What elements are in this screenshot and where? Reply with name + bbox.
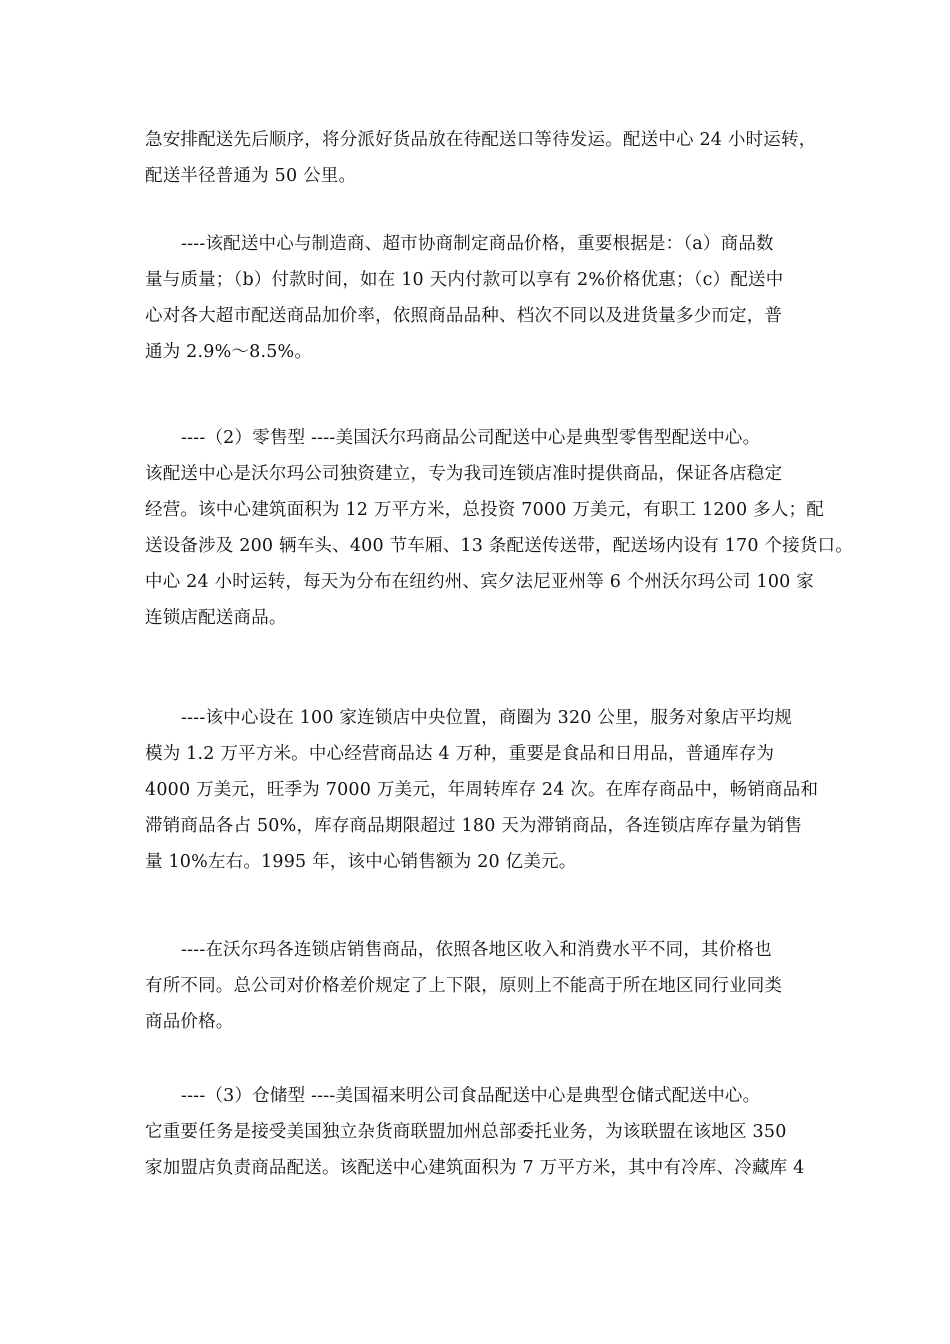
text-line: 量 10%左右。1995 年，该中心销售额为 20 亿美元。 bbox=[145, 852, 577, 872]
text-line: 心对各大超市配送商品加价率，依照商品品种、档次不同以及进货量多少而定，普 bbox=[145, 306, 783, 326]
text-line: 家加盟店负责商品配送。该配送中心建筑面积为 7 万平方米，其中有冷库、冷藏库 4 bbox=[145, 1158, 805, 1178]
paragraph-4 bbox=[145, 700, 865, 880]
paragraph-1 bbox=[145, 122, 865, 194]
paragraph-2 bbox=[145, 226, 865, 370]
text-line: 中心 24 小时运转，每天为分布在纽约州、宾夕法尼亚州等 6 个州沃尔玛公司 100 家 bbox=[145, 572, 814, 592]
text-line: 滞销商品各占 50%，库存商品期限超过 180 天为滞销商品，各连锁店库存量为销售 bbox=[145, 816, 803, 836]
text-line: 连锁店配送商品。 bbox=[145, 608, 287, 628]
text-line: 配送半径普通为 50 公里。 bbox=[145, 166, 357, 186]
paragraph-3 bbox=[145, 420, 865, 636]
text-line: 4000 万美元，旺季为 7000 万美元，年周转库存 24 次。在库存商品中，畅销商品和 bbox=[145, 780, 819, 800]
text-line: 通为 2.9%～8.5%。 bbox=[145, 342, 313, 362]
paragraph-5 bbox=[145, 932, 865, 1040]
text-line: 它重要任务是接受美国独立杂货商联盟加州总部委托业务，为该联盟在该地区 350 bbox=[145, 1122, 787, 1142]
text-line: 模为 1.2 万平方米。中心经营商品达 4 万种，重要是食品和日用品，普通库存为 bbox=[145, 744, 775, 764]
text-line: 量与质量；（b）付款时间，如在 10 天内付款可以享有 2%价格优惠；（c）配送中 bbox=[145, 270, 784, 290]
paragraph-6 bbox=[145, 1078, 865, 1186]
text-line: ----该中心设在 100 家连锁店中央位置，商圈为 320 公里，服务对象店平均规 bbox=[181, 708, 793, 728]
text-line: ----（2）零售型 ----美国沃尔玛商品公司配送中心是典型零售型配送中心。 bbox=[181, 428, 761, 448]
text-line: ----在沃尔玛各连锁店销售商品，依照各地区收入和消费水平不同，其价格也 bbox=[181, 940, 772, 960]
text-line: 有所不同。总公司对价格差价规定了上下限，原则上不能高于所在地区同行业同类 bbox=[145, 976, 783, 996]
text-line: ----该配送中心与制造商、超市协商制定商品价格，重要根据是：（a）商品数 bbox=[181, 234, 774, 254]
text-line: 商品价格。 bbox=[145, 1012, 234, 1032]
text-line: 该配送中心是沃尔玛公司独资建立，专为我司连锁店准时提供商品，保证各店稳定 bbox=[145, 464, 783, 484]
text-line: 送设备涉及 200 辆车头、400 节车厢、13 条配送传送带，配送场内设有 170 个接货口。 bbox=[145, 536, 853, 556]
text-line: ----（3）仓储型 ----美国福来明公司食品配送中心是典型仓储式配送中心。 bbox=[181, 1086, 761, 1106]
text-line: 经营。该中心建筑面积为 12 万平方米，总投资 7000 万美元，有职工 1200 多人；配 bbox=[145, 500, 824, 520]
text-line: 急安排配送先后顺序，将分派好货品放在待配送口等待发运。配送中心 24 小时运转， bbox=[145, 130, 817, 150]
